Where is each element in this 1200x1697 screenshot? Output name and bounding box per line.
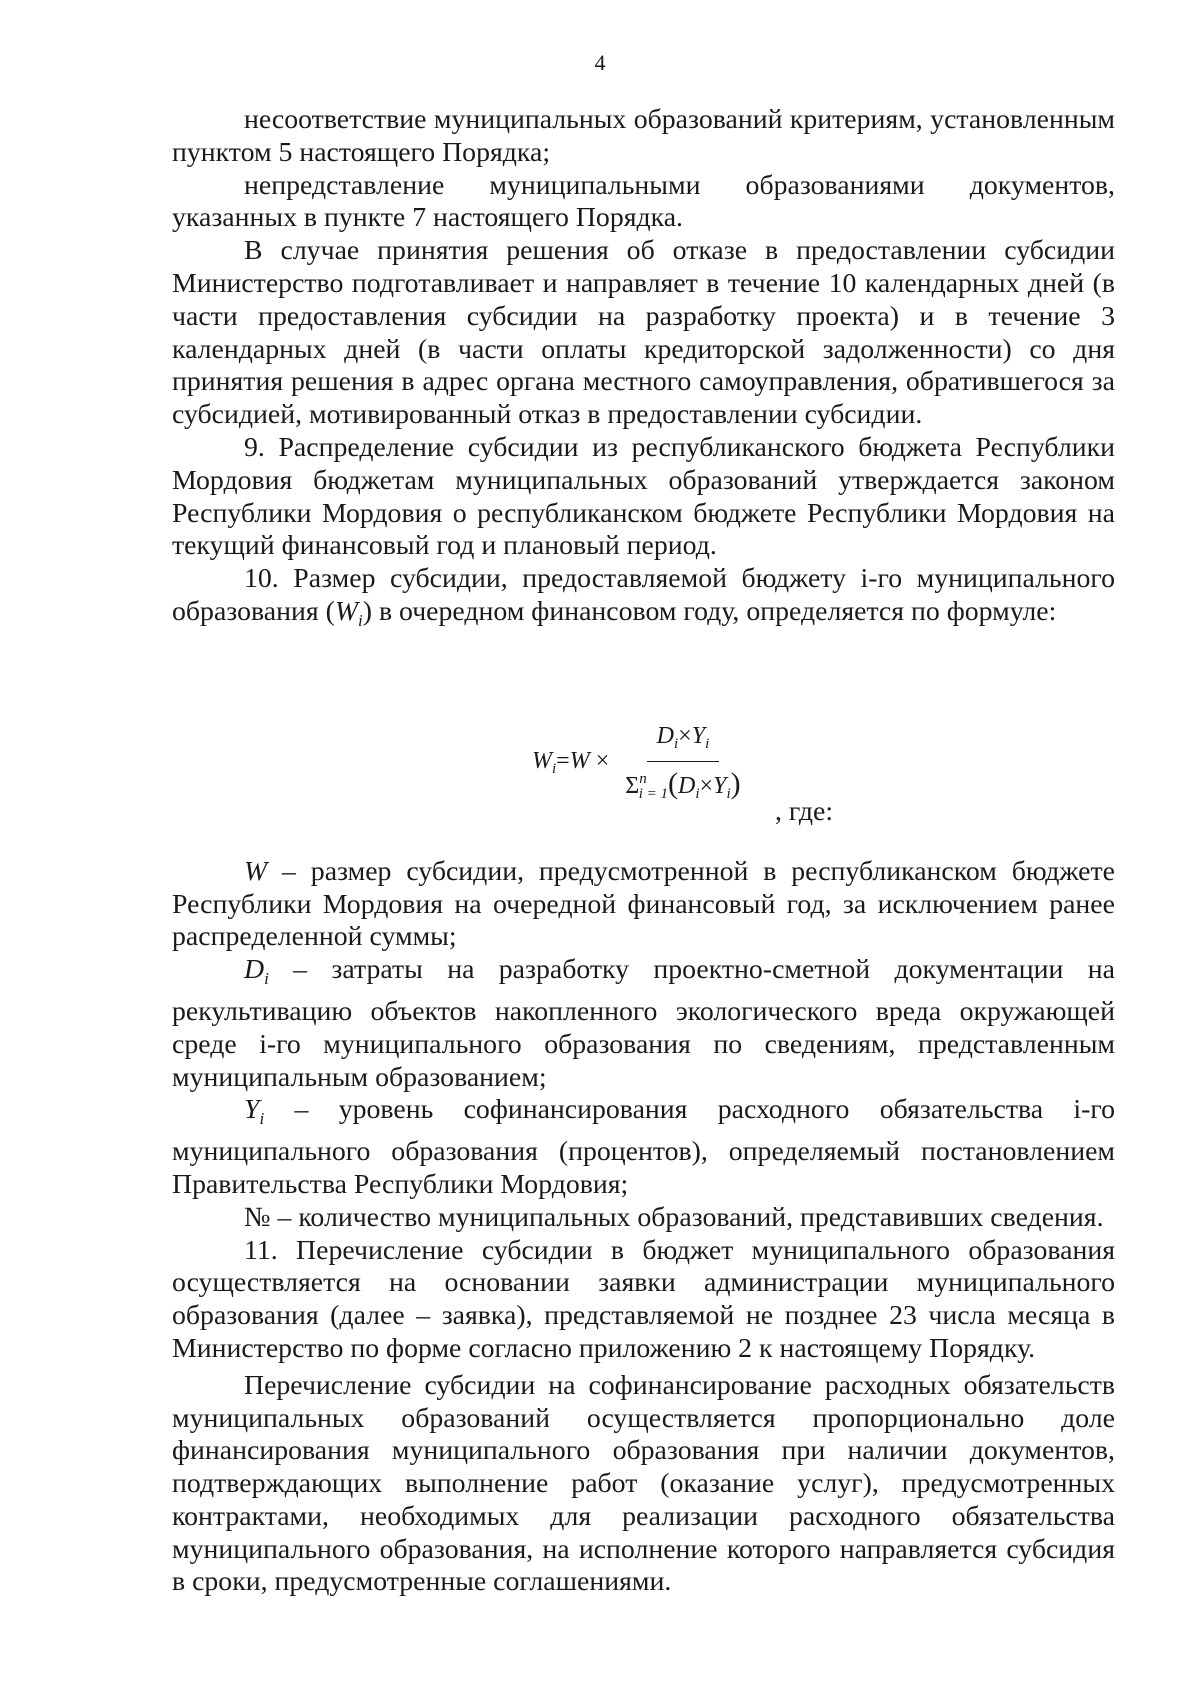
formula-block (172, 638, 1115, 856)
paragraph-11-transfer: 11. Перечисление субсидии в бюджет муниципального образования осуществляется на основании заявки администрации муниципального образования (далее – заявка), представляемой не позднее 23 числа месяца в Министерство по форме согласно приложению 2 к настоящему Порядку. (172, 1234, 1115, 1364)
page-number: 4 (594, 50, 606, 75)
paragraph-criteria-mismatch: несоответствие муниципальных образований критериям, установленным пунктом 5 настоящего Порядка; (172, 104, 1115, 168)
variable-w-i: $W_i$ (334, 595, 363, 630)
formula-fraction (615, 722, 750, 808)
paragraph-refusal-procedure: В случае принятия решения об отказе в предоставлении субсидии Министерство подготавливает и направляет в течение 10 календарных дней (в части предоставления субсидии на разработку проекта) и в течение 3 календарных дней (в части оплаты кредиторской задолженности) со дня принятия решения в адрес органа местного самоуправления, обратившегося за субсидией, мотивированный отказ в предоставлении субсидии. (172, 235, 1115, 431)
formula-denominator: $\Sigma^n_{i = 1}(D_i\times Y_i)$ (625, 766, 741, 802)
variable-n: № (244, 1201, 271, 1233)
definition-w: W – размер субсидии, предусмотренной в республиканском бюджете Республики Мордовия на очередной финансовый год, за исключением ранее распределенной суммы; (172, 855, 1115, 953)
paragraph-10-text-end: ) в очередном финансовом году, определяется по формуле: (362, 595, 1057, 627)
paragraph-9-distribution: 9. Распределение субсидии из республиканского бюджета Республики Мордовия бюджетам муниципальных образований утверждается законом Республики Мордовия о республиканском бюджете Республики Мордовия на текущий финансовый год и плановый период. (172, 431, 1115, 562)
formula-left-side: $W_i=W$ × (532, 747, 610, 777)
paragraph-cofinancing-transfer: Перечисление субсидии на софинансирование расходных обязательств муниципальных образований осуществляется пропорционально доле финансирования муниципального образования при наличии документов, подтверждающих выполнение работ (оказание услуг), предусмотренных контрактами, необходимых для реализации расходного обязательства муниципального образования, на исполнение которого направляется субсидия в сроки, предусмотренные соглашениями. (172, 1369, 1115, 1598)
paragraph-10-subsidy-size (172, 563, 1115, 638)
paragraph-documents-missing: непредставление муниципальными образованиями документов, указанных в пункте 7 настоящего Порядка. (172, 169, 1115, 234)
formula-where-label: , где: (775, 795, 834, 827)
subsidy-formula (532, 722, 751, 808)
variable-d-i: $D_i$ (244, 954, 269, 989)
variable-w: W (244, 855, 268, 887)
definition-y-i: $Y_i$ – уровень софинансирования расходного обязательства i-го муниципального образования (процентов), определяемый постановлением Правительства Республики Мордовия; (172, 1094, 1115, 1200)
definition-n: № – количество муниципальных образований, представивших сведения. (244, 1201, 1104, 1233)
definition-d-i: $D_i$ – затраты на разработку проектно-сметной документации на рекультивацию объектов накопленного экологического вреда окружающей среде i-го муниципального образования по сведениям, представленным муниципальным образованием; (172, 954, 1115, 1093)
formula-numerator: $D_i\times Y_i$ (647, 722, 720, 762)
variable-y-i: $Y_i$ (244, 1094, 265, 1129)
document-body (172, 104, 1115, 1599)
paragraph-10-text-start: 10. Размер субсидии, предоставляемой бюджету i-го муниципального образования ( (172, 563, 1115, 627)
